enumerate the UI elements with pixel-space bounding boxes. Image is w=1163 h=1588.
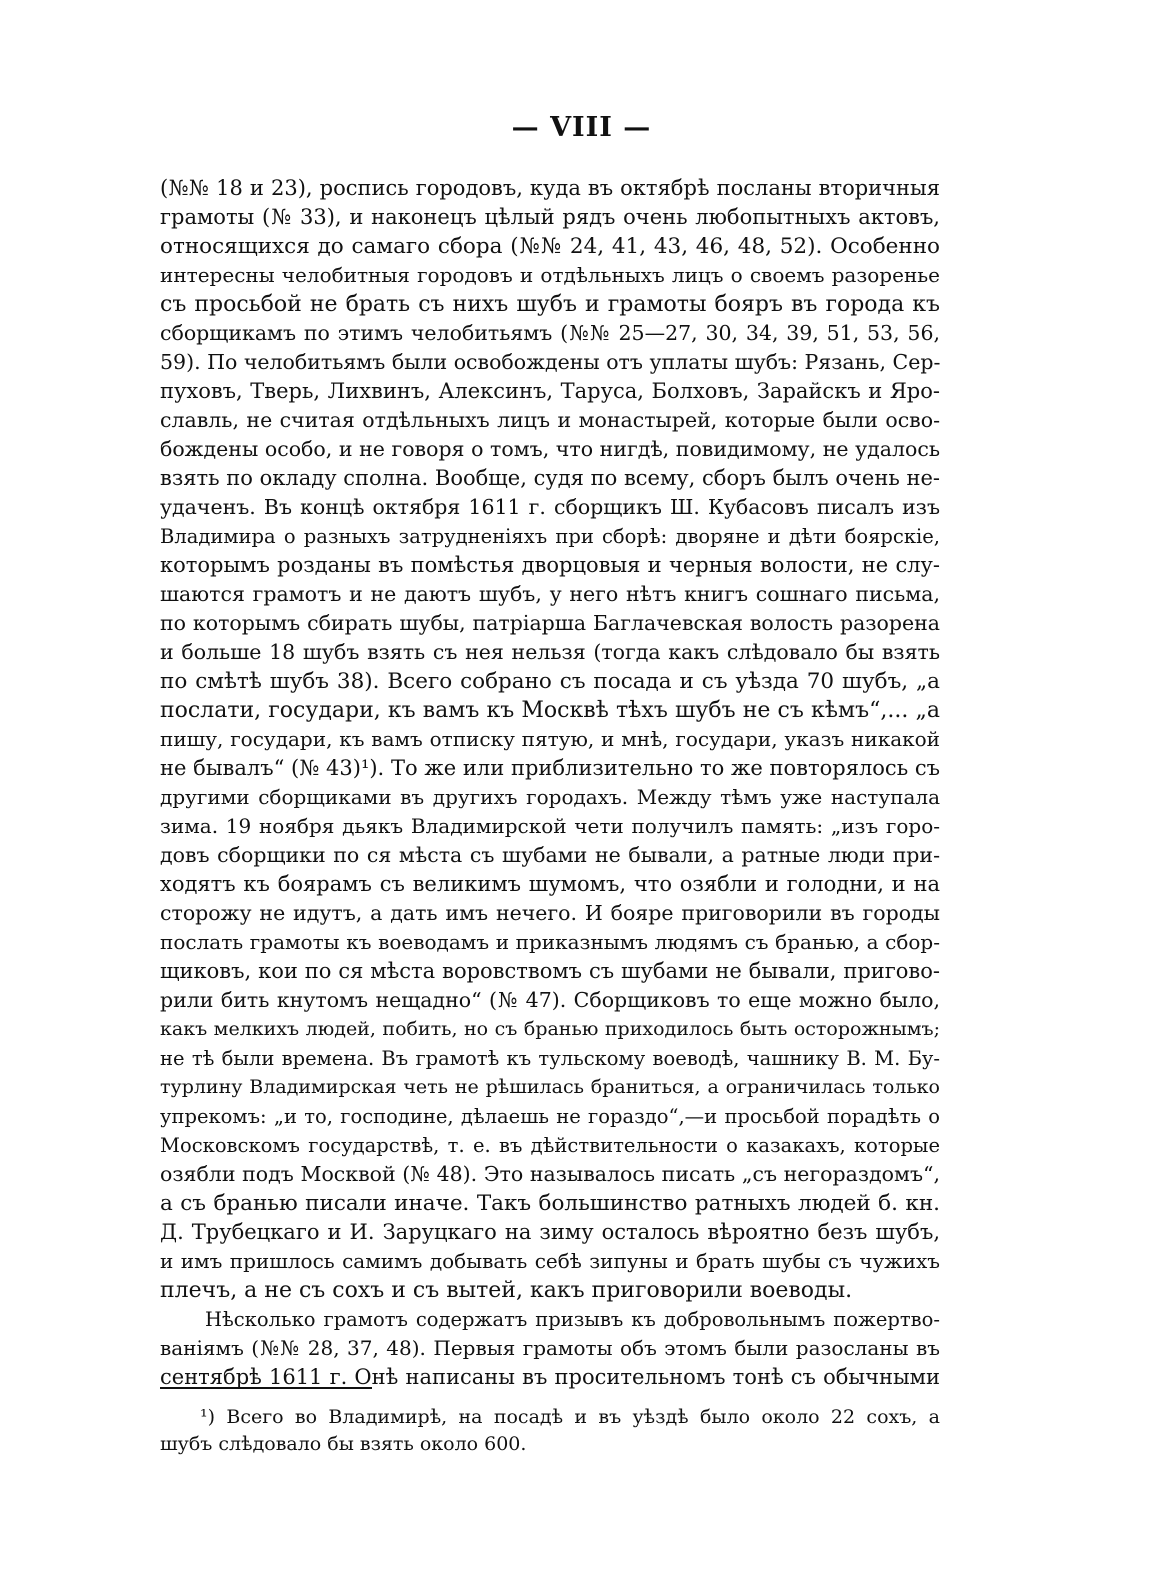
text-line: упрекомъ: „и то, господине, дѣлаешь не гораздо“,—и просьбой порадѣть о: [160, 1105, 940, 1128]
text-line: пуховъ, Тверь, Лихвинъ, Алексинъ, Таруса, Болховъ, Зарайскъ и Яро-: [160, 379, 940, 403]
text-line: турлину Владимирская четь не рѣшилась браниться, а ограничилась только: [160, 1076, 940, 1098]
text-line: бождены особо, и не говоря о томъ, что нигдѣ, повидимому, не удалось: [160, 437, 940, 461]
body-text: [160, 174, 940, 1392]
text-line: сборщикамъ по этимъ челобитьямъ (№№ 25—27, 30, 34, 39, 51, 53, 56,: [160, 321, 940, 345]
text-line: взять по окладу сполна. Вообще, судя по всему, сборъ былъ очень не-: [160, 466, 940, 490]
text-line: шаются грамотъ и не даютъ шубъ, у него нѣтъ книгъ сошнаго письма,: [160, 582, 940, 606]
text-line: съ просьбой не брать съ нихъ шубъ и грамоты бояръ въ города къ: [160, 292, 940, 317]
text-line: плечъ, а не съ сохъ и съ вытей, какъ приговорили воеводы.: [160, 1278, 853, 1303]
text-line: грамоты (№ 33), и наконецъ цѣлый рядъ очень любопытныхъ актовъ,: [160, 205, 940, 229]
text-line: которымъ розданы въ помѣстья дворцовыя и черныя волости, не слу-: [160, 553, 940, 577]
text-line: Д. Трубецкаго и И. Заруцкаго на зиму осталось вѣроятно безъ шубъ,: [160, 1220, 940, 1244]
text-line: щиковъ, кои по ся мѣста воровствомъ съ шубами не бывали, пригово-: [160, 959, 940, 983]
text-line: Нѣсколько грамотъ содержатъ призывъ къ добровольнымъ пожертво-: [205, 1308, 940, 1331]
text-line: ваніямъ (№№ 28, 37, 48). Первыя грамоты объ этомъ были разосланы въ: [160, 1336, 940, 1360]
text-line: другими сборщиками въ другихъ городахъ. Между тѣмъ уже наступала: [160, 785, 940, 809]
text-line: сторожу не идутъ, а дать имъ нечего. И бояре приговорили въ городы: [160, 901, 940, 925]
text-line: 59). По челобитьямъ были освобождены отъ уплаты шубъ: Рязань, Сер-: [160, 350, 940, 374]
text-line: интересны челобитныя городовъ и отдѣльныхъ лицъ о своемъ разоренье: [160, 263, 940, 287]
footnote-line: ¹) Всего во Владимирѣ, на посадѣ и въ уѣздѣ было около 22 сохъ, а: [200, 1406, 940, 1428]
text-line: относящихся до самаго сбора (№№ 24, 41, 43, 46, 48, 52). Особенно: [160, 234, 940, 259]
text-line: удаченъ. Въ концѣ октября 1611 г. сборщикъ Ш. Кубасовъ писалъ изъ: [160, 495, 940, 519]
text-line: не бывалъ“ (№ 43)¹). То же или приблизительно то же повторялось съ: [160, 756, 940, 780]
text-line: довъ сборщики по ся мѣста съ шубами не бывали, а ратные люди при-: [160, 843, 940, 867]
text-line: Владимира о разныхъ затрудненіяхъ при сборѣ: дворяне и дѣти боярскіе,: [160, 525, 940, 548]
text-line: не тѣ были времена. Въ грамотѣ къ тульскому воеводѣ, чашнику В. М. Бу-: [160, 1047, 940, 1070]
footnote-line: шубъ слѣдовало бы взять около 600.: [160, 1433, 527, 1455]
text-line: послати, государи, къ вамъ къ Москвѣ тѣхъ шубъ не съ кѣмъ“,... „а: [160, 698, 940, 723]
text-line: послать грамоты къ воеводамъ и приказнымъ людямъ съ бранью, а сбор-: [160, 930, 940, 954]
text-line: озябли подъ Москвой (№ 48). Это называлось писать „съ негораздомъ“,: [160, 1162, 940, 1186]
text-line: ходятъ къ боярамъ съ великимъ шумомъ, что озябли и голодни, и на: [160, 872, 940, 896]
text-line: по которымъ сбирать шубы, патріарша Баглачевская волость разорена: [160, 611, 940, 635]
text-line: сентябрѣ 1611 г. Онѣ написаны въ просительномъ тонѣ съ обычными: [160, 1365, 940, 1389]
page-number: — VIII —: [511, 112, 652, 143]
text-line: какъ мелкихъ людей, побить, но съ бранью приходилось быть осторожнымъ;: [160, 1018, 940, 1040]
text-line: и имъ пришлось самимъ добывать себѣ зипуны и брать шубы съ чужихъ: [160, 1249, 940, 1273]
text-line: рили бить кнутомъ нещадно“ (№ 47). Сборщиковъ то еще можно было,: [160, 988, 940, 1012]
text-line: славль, не считая отдѣльныхъ лицъ и монастырей, которые были осво-: [160, 408, 940, 432]
text-line: Московскомъ государствѣ, т. е. въ дѣйствительности о казакахъ, которые: [160, 1134, 940, 1157]
footnote-divider: [160, 1387, 372, 1389]
footnote: [160, 1404, 940, 1458]
text-line: пишу, государи, къ вамъ отписку пятую, и мнѣ, государи, указъ никакой: [160, 727, 940, 751]
text-line: и больше 18 шубъ взять съ нея нельзя (тогда какъ слѣдовало бы взять: [160, 640, 940, 664]
text-line: по смѣтѣ шубъ 38). Всего собрано съ посада и съ уѣзда 70 шубъ, „а: [160, 669, 940, 694]
text-line: (№№ 18 и 23), роспись городовъ, куда въ октябрѣ посланы вторичныя: [160, 176, 940, 200]
text-line: зима. 19 ноября дьякъ Владимирской чети получилъ память: „изъ горо-: [160, 814, 940, 838]
text-line: а съ бранью писали иначе. Такъ большинство ратныхъ людей б. кн.: [160, 1191, 940, 1216]
